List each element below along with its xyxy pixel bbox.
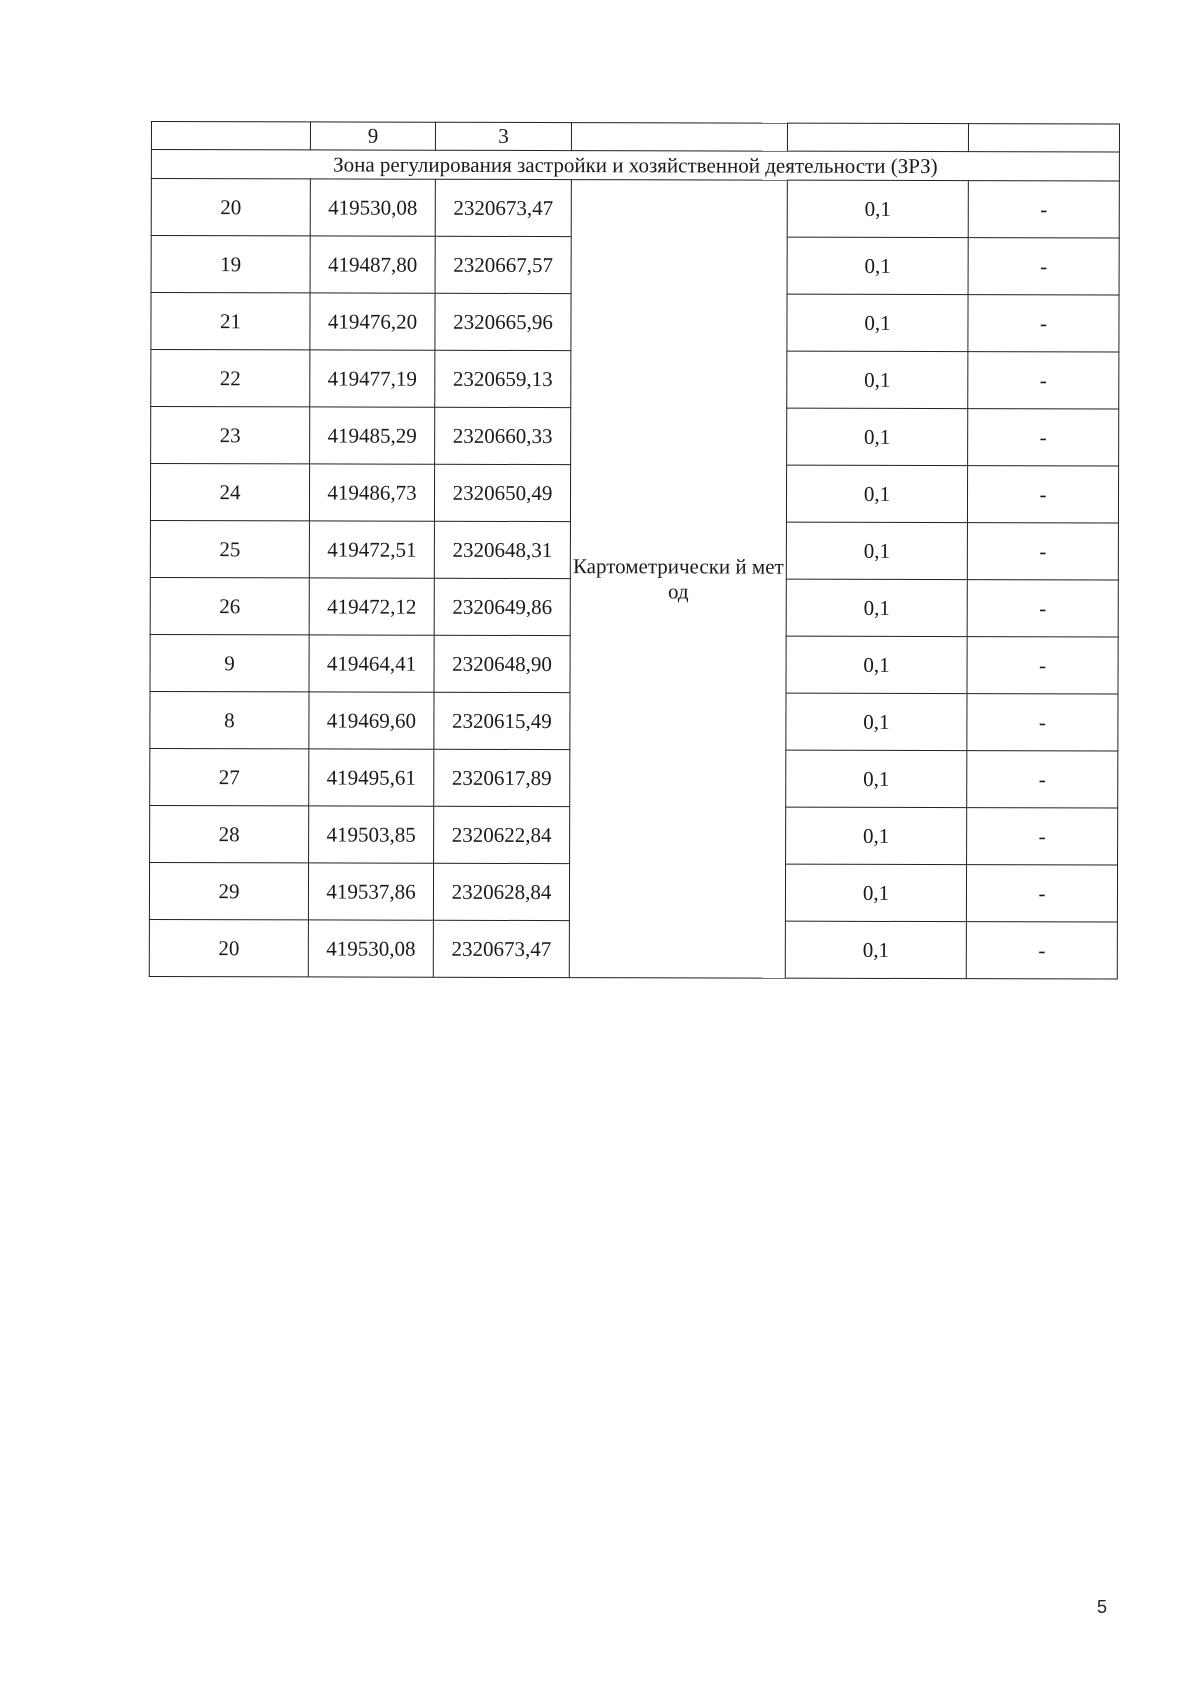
accuracy-cell: 0,1 bbox=[787, 351, 968, 408]
note-cell: - bbox=[966, 922, 1117, 979]
x-coordinate-cell: 419537,86 bbox=[308, 863, 433, 920]
point-number-cell: 8 bbox=[150, 691, 309, 748]
point-number-cell: 19 bbox=[151, 236, 310, 293]
header-cell bbox=[151, 122, 310, 150]
zone-title-row bbox=[151, 150, 1119, 182]
note-cell: - bbox=[967, 751, 1118, 808]
point-number-cell: 9 bbox=[150, 634, 309, 691]
y-coordinate-cell: 2320617,89 bbox=[434, 749, 570, 806]
accuracy-cell: 0,1 bbox=[786, 522, 967, 579]
column-number-row bbox=[151, 122, 1119, 153]
x-coordinate-cell: 419487,80 bbox=[310, 236, 435, 293]
point-number-cell: 29 bbox=[149, 862, 308, 919]
table-row bbox=[151, 179, 1119, 239]
x-coordinate-cell: 419486,73 bbox=[309, 464, 434, 521]
accuracy-cell: 0,1 bbox=[787, 408, 968, 465]
accuracy-cell: 0,1 bbox=[786, 807, 967, 864]
note-cell: - bbox=[967, 466, 1118, 523]
y-coordinate-cell: 2320660,33 bbox=[435, 407, 571, 464]
accuracy-cell: 0,1 bbox=[785, 921, 966, 978]
x-coordinate-cell: 419530,08 bbox=[310, 179, 435, 236]
y-coordinate-cell: 2320673,47 bbox=[433, 920, 569, 977]
y-coordinate-cell: 2320667,57 bbox=[435, 236, 571, 293]
x-coordinate-cell: 419469,60 bbox=[309, 692, 434, 749]
accuracy-cell: 0,1 bbox=[787, 180, 968, 237]
note-cell: - bbox=[968, 238, 1119, 295]
point-number-cell: 28 bbox=[150, 805, 309, 862]
coordinates-table bbox=[149, 121, 1120, 980]
header-cell bbox=[571, 123, 787, 152]
x-coordinate-cell: 419477,19 bbox=[310, 350, 435, 407]
note-cell: - bbox=[968, 409, 1119, 466]
point-number-cell: 24 bbox=[150, 464, 309, 521]
point-number-cell: 20 bbox=[151, 179, 310, 236]
x-coordinate-cell: 419530,08 bbox=[308, 920, 433, 977]
note-cell: - bbox=[967, 694, 1118, 751]
zone-title: Зона регулирования застройки и хозяйственной деятельности (ЗРЗ) bbox=[151, 150, 1119, 182]
y-coordinate-cell: 2320673,47 bbox=[435, 179, 571, 236]
y-coordinate-cell: 2320628,84 bbox=[433, 863, 569, 920]
accuracy-cell: 0,1 bbox=[786, 750, 967, 807]
point-number-cell: 23 bbox=[151, 407, 310, 464]
y-coordinate-cell: 2320650,49 bbox=[434, 464, 570, 521]
y-coordinate-cell: 2320665,96 bbox=[435, 293, 571, 350]
header-cell: 3 bbox=[435, 122, 571, 150]
accuracy-cell: 0,1 bbox=[786, 579, 967, 636]
y-coordinate-cell: 2320648,31 bbox=[434, 521, 570, 578]
y-coordinate-cell: 2320659,13 bbox=[435, 350, 571, 407]
accuracy-cell: 0,1 bbox=[787, 237, 968, 294]
point-number-cell: 22 bbox=[151, 350, 310, 407]
x-coordinate-cell: 419495,61 bbox=[309, 749, 434, 806]
header-cell bbox=[787, 123, 968, 151]
header-cell: 9 bbox=[310, 122, 435, 150]
x-coordinate-cell: 419472,51 bbox=[309, 521, 434, 578]
point-number-cell: 21 bbox=[151, 293, 310, 350]
note-cell: - bbox=[967, 523, 1118, 580]
accuracy-cell: 0,1 bbox=[786, 636, 967, 693]
x-coordinate-cell: 419476,20 bbox=[310, 293, 435, 350]
point-number-cell: 25 bbox=[150, 520, 309, 577]
x-coordinate-cell: 419472,12 bbox=[309, 578, 434, 635]
y-coordinate-cell: 2320615,49 bbox=[434, 692, 570, 749]
note-cell: - bbox=[967, 580, 1118, 637]
accuracy-cell: 0,1 bbox=[785, 864, 966, 921]
point-number-cell: 26 bbox=[150, 577, 309, 634]
note-cell: - bbox=[966, 865, 1117, 922]
point-number-cell: 20 bbox=[149, 919, 308, 976]
y-coordinate-cell: 2320649,86 bbox=[434, 578, 570, 635]
point-number-cell: 27 bbox=[150, 748, 309, 805]
note-cell: - bbox=[967, 808, 1118, 865]
y-coordinate-cell: 2320648,90 bbox=[434, 635, 570, 692]
method-cell: Картометрически й метод bbox=[569, 180, 787, 979]
accuracy-cell: 0,1 bbox=[786, 693, 967, 750]
y-coordinate-cell: 2320622,84 bbox=[434, 806, 570, 863]
note-cell: - bbox=[968, 295, 1119, 352]
page-number: 5 bbox=[1097, 1597, 1108, 1617]
x-coordinate-cell: 419464,41 bbox=[309, 635, 434, 692]
accuracy-cell: 0,1 bbox=[787, 294, 968, 351]
accuracy-cell: 0,1 bbox=[786, 465, 967, 522]
note-cell: - bbox=[968, 352, 1119, 409]
x-coordinate-cell: 419503,85 bbox=[309, 806, 434, 863]
header-cell bbox=[968, 124, 1119, 152]
note-cell: - bbox=[968, 181, 1119, 238]
x-coordinate-cell: 419485,29 bbox=[310, 407, 435, 464]
note-cell: - bbox=[967, 637, 1118, 694]
